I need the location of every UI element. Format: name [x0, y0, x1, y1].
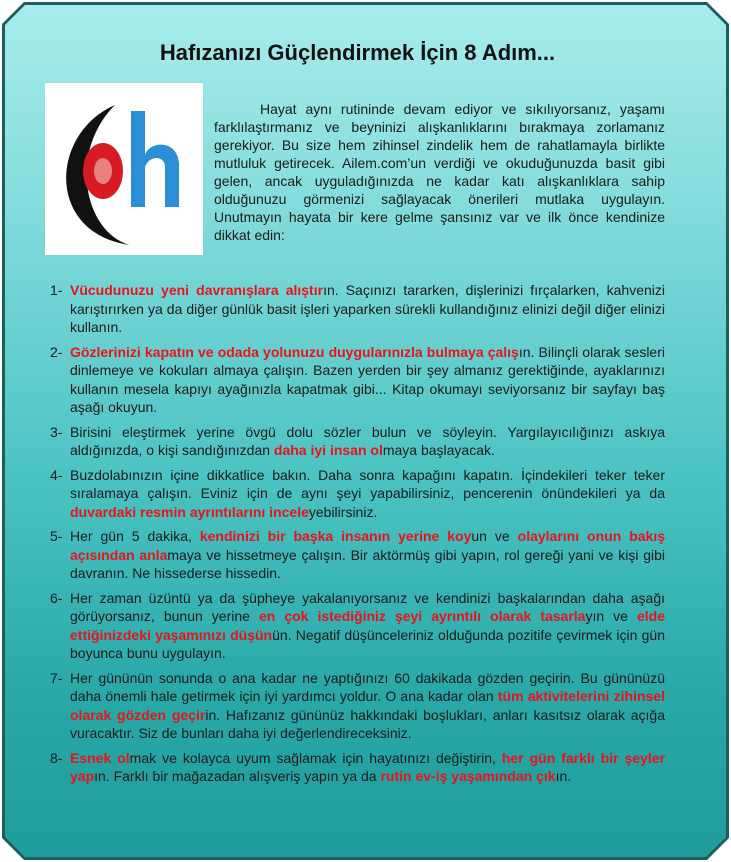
- body-text: yebilirsiniz.: [308, 503, 378, 520]
- item-text: [70, 528, 665, 581]
- list-item: [50, 749, 665, 786]
- highlighted-phrase: olaylarını onun bakış açısından anla: [70, 528, 665, 563]
- logo-h-icon: [131, 111, 145, 207]
- body-text: maya başlayacak.: [382, 442, 495, 458]
- item-number: 2-: [50, 343, 63, 360]
- highlighted-phrase: her gün farklı bir şeyler yap: [70, 749, 665, 784]
- highlighted-phrase: Gözlerinizi kapatın ve odada yolunuzu duygularınızla bulmaya çalış: [70, 343, 519, 360]
- highlighted-phrase: elde ettiğinizdeki yaşamınızı düşün: [70, 608, 665, 643]
- highlighted-phrase: Esnek ol: [70, 749, 130, 766]
- page-title: Hafızanızı Güçlendirmek İçin 8 Adım...: [159, 40, 556, 65]
- logo-graphic: [45, 83, 203, 255]
- item-text: [70, 750, 665, 785]
- item-number: 3-: [50, 423, 63, 440]
- highlighted-phrase: Vücudunuzu yeni davranışlara alıştır: [70, 282, 324, 298]
- highlighted-phrase: en çok istediğiniz şeyi ayrıntılı olarak tasarla: [258, 608, 586, 624]
- list-item: [50, 343, 665, 417]
- body-text: Buzdolabınızın içine dikkatlice bakın. Daha sonra kapağını kapatın. İçindekileri teker teker sıralamaya çalışın. Eviniz için de aynı şeyi yapabilirsiniz, pencerenin önündekileri ya da: [70, 466, 665, 501]
- list-item: [50, 589, 665, 663]
- body-text: Her gün 5 dakika,: [70, 528, 200, 544]
- body-text: yın ve: [585, 608, 637, 624]
- list-item: [50, 423, 665, 460]
- intro-paragraph: Hayat aynı rutininde devam ediyor ve sıkılıyorsanız, yaşamı farklılaştırmanız ve beyninizi alışkanlıklarını bırakmaya zorlamanız gerekiyor. Bu size hem zihinsel zindelik hem de rahatlamayla birlikte mutluluk getirecek. Ailem.com’un verdiği ve okuduğunuzda basit gibi gelen, ancak uyguladığınızda ne kadar katı alışkanlıklara sahip olduğunuzu görmenizi sağlayacak önerileri mutlaka uygulayın. Unutmayın hayata bir kere gelme şansınız var ve ilk önce kendinize dikkat edin:: [214, 101, 665, 243]
- body-text: un ve: [471, 528, 518, 544]
- item-number: 1-: [50, 282, 63, 298]
- body-text: ın. Farklı bir mağazadan alışveriş yapın ya da: [94, 768, 381, 784]
- body-text: ın. Bilinçli olarak sesleri dinlemeye ve kokuları almaya çalışın. Bazen yerden bir şey almanız gerektiğinde, ayaklarınızı kullanın mesela kapıyı ayağınızla kapatmak gibi... Kitap okumayı seviyorsanız bir sayfayı baş aşağı okuyun.: [70, 343, 665, 415]
- body-text: in. Hafızanız gününüz hakkındaki boşlukları, anları kasıtsız olarak açığa vuracaktır. Siz de bunları daha iyi değerlendireceksiniz.: [70, 706, 666, 741]
- body-text: maya ve hissetmeye çalışın. Bir aktörmüş gibi yapın, rol gereği yani ve kişi gibi davranın. Ne hissederse hissedin.: [70, 546, 665, 581]
- item-number: 4-: [50, 466, 63, 483]
- item-text: [70, 670, 665, 742]
- item-text: [70, 344, 665, 416]
- item-text: [70, 590, 665, 662]
- body-text: mak ve kolayca uyum sağlamak için hayatınızı değiştirin,: [129, 749, 502, 766]
- item-number: 5-: [50, 528, 63, 544]
- highlighted-phrase: duvardaki resmin ayrıntılarını incele: [70, 503, 309, 520]
- ailem-logo: [45, 83, 203, 255]
- item-number: 8-: [50, 749, 63, 766]
- item-text: [70, 424, 665, 459]
- item-number: 6-: [50, 589, 63, 606]
- item-text: [70, 282, 665, 335]
- body-text: ün. Negatif düşünceleriniz olduğunda pozitife çevirmek için gün boyunca bunu uygulayın.: [70, 626, 665, 661]
- steps-list: [50, 281, 665, 792]
- body-text: ın. Saçınızı tararken, dişlerinizi fırçalarken, kahvenizi karıştırırken ya da diğer günlük basit işleri yaparken sürekli kullandığınız elinizi değil diğer elinizi kullanın.: [70, 282, 665, 335]
- body-text: Birisini eleştirmek yerine övgü dolu sözler bulun ve söyleyin. Yargılayıcılığınızı askıya aldığınızda, o kişi sandığınızdan: [70, 423, 665, 458]
- highlighted-phrase: daha iyi insan ol: [273, 442, 383, 458]
- list-item: [50, 466, 665, 522]
- list-item: [50, 669, 665, 743]
- highlighted-phrase: rutin ev-iş yaşamından çık: [380, 768, 556, 784]
- body-text: Her gününün sonunda o ana kadar ne yaptığınızı 60 dakikada gözden geçirin. Bu gününüzü daha önemli hale getirmek için iyi yardımcı yoldur. O ana kadar olan: [70, 669, 665, 704]
- item-text: [70, 467, 665, 520]
- list-item: [50, 527, 665, 583]
- highlighted-phrase: tüm aktivitelerini zihinsel olarak gözden geçir: [70, 688, 665, 723]
- highlighted-phrase: kendinizi bir başka insanın yerine koy: [199, 528, 472, 544]
- body-text: ın.: [555, 768, 572, 784]
- list-item: [50, 281, 665, 337]
- body-text: Her zaman üzüntü ya da şüpheye yakalanıyorsanız ve kendinizi başkalarından daha aşağı görüyorsanız, bunun yerine: [70, 589, 665, 624]
- item-number: 7-: [50, 669, 63, 686]
